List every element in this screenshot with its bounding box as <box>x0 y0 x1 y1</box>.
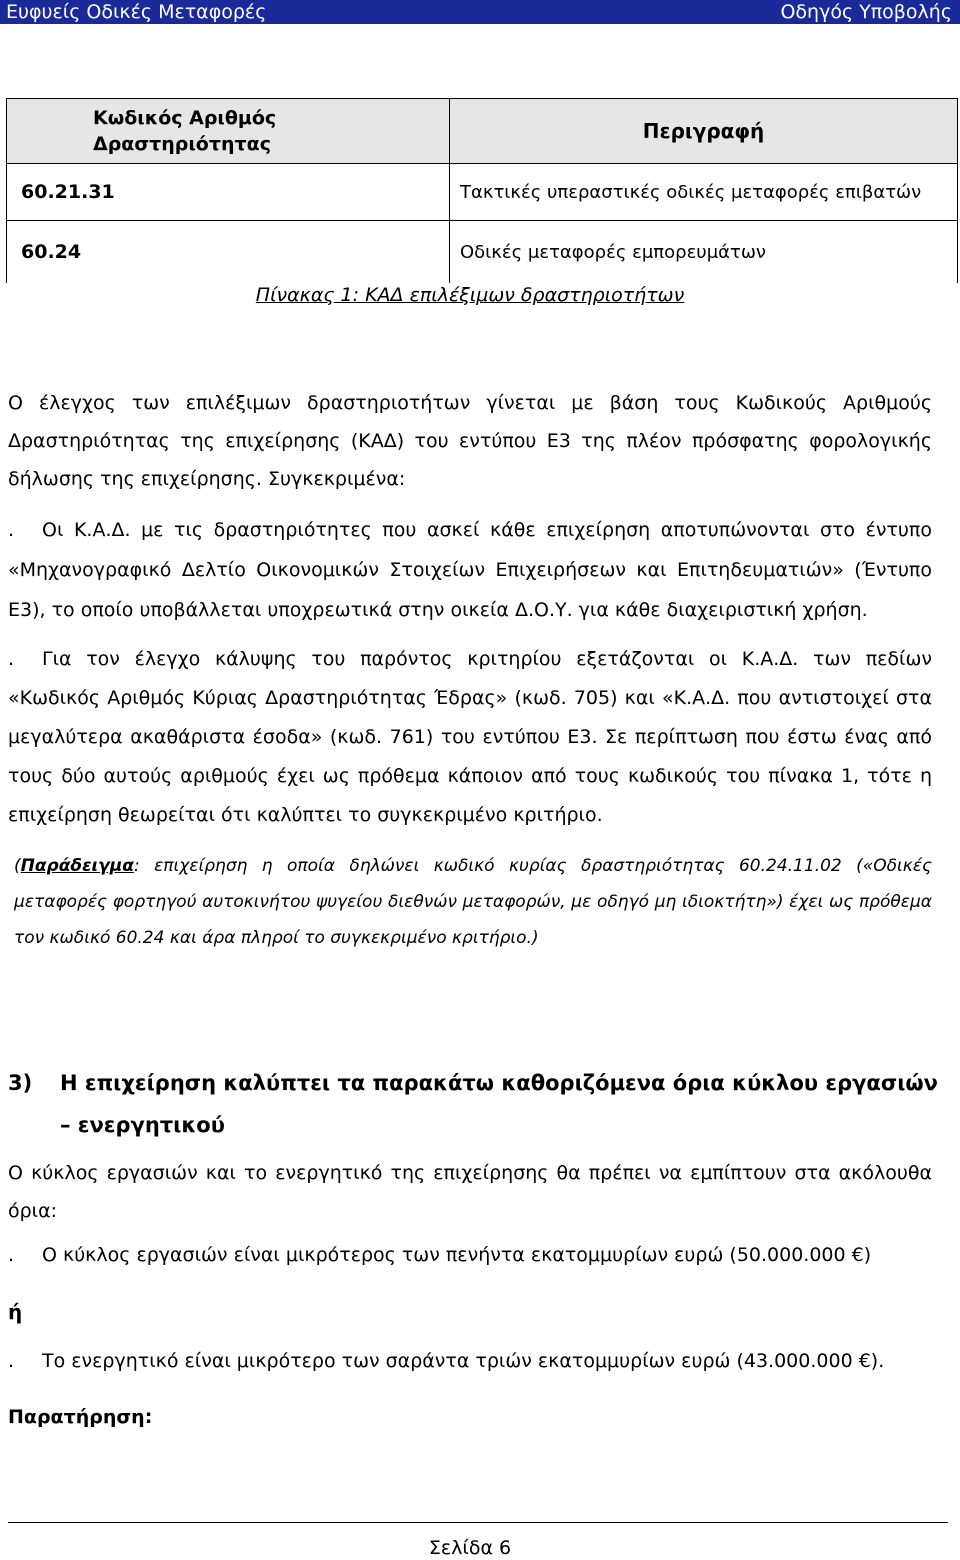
bullet-text: Για τον έλεγχο κάλυψης του παρόντος κριτηρίου εξετάζονται οι Κ.Α.Δ. των πεδίων «Κωδικός Αριθμός Κύριας Δραστηριότητας Έδρας» (κωδ. 705) και «Κ.Α.Δ. που αντιστοιχεί στα μεγαλύτερα ακαθάριστα έσοδα» (κωδ. 761) του εντύπου Ε3. Σε περίπτωση που έστω ένας από τους δύο αυτούς αριθμούς έχει ως πρόθεμα κάποιον από τους κωδικούς του πίνακα 1, τότε η επιχείρηση θεωρείται ότι καλύπτει το συγκεκριμένο κριτήριο. <box>8 648 932 826</box>
page-number: Σελίδα 6 <box>428 1537 512 1559</box>
table-row <box>7 221 958 284</box>
row-code: 60.24 <box>7 221 450 284</box>
col-header-code: Κωδικός Αριθμός Δραστηριότητας <box>7 99 450 164</box>
note-label: Παρατήρηση: <box>8 1406 153 1428</box>
paragraph-limits-intro: Ο κύκλος εργασιών και το ενεργητικό της επιχείρησης θα πρέπει να εμπίπτουν στα ακόλουθα όρια: <box>8 1162 932 1222</box>
bullet-item <box>8 510 932 630</box>
example-note: (Παράδειγμα: επιχείρηση η οποία δηλώνει κωδικό κυρίας δραστηριότητας 60.24.11.02 («Οδικές μεταφορές φορτηγού αυτοκινήτου ψυγείου διεθνών μεταφορών, με οδηγό μη ιδιοκτήτη») έχει ως πρόθεμα τον κωδικό 60.24 και άρα πληροί το συγκεκριμένο κριτήριο.) <box>14 856 932 948</box>
or-word: ή <box>8 1300 23 1324</box>
kad-table <box>6 98 958 283</box>
row-description: Τακτικές υπεραστικές οδικές μεταφορές επιβατών <box>450 164 958 221</box>
table-caption: Πίνακας 1: ΚΑΔ επιλέξιμων δραστηριοτήτων <box>255 284 685 306</box>
section-number: 3) <box>8 1071 33 1095</box>
section-title: Η επιχείρηση καλύπτει τα παρακάτω καθοριζόμενα όρια κύκλου εργασιών – ενεργητικού <box>60 1071 938 1137</box>
paragraph-intro: Ο έλεγχος των επιλέξιμων δραστηριοτήτων γίνεται με βάση τους Κωδικούς Αριθμούς Δραστηριότητας της επιχείρησης (ΚΑΔ) του εντύπου Ε3 της πλέον πρόσφατης φορολογικής δήλωσης της επιχείρησης. Συγκεκριμένα: <box>8 392 932 490</box>
example-text: : επιχείρηση η οποία δηλώνει κωδικό κυρίας δραστηριότητας 60.24.11.02 («Οδικές μεταφορές φορτηγού αυτοκινήτου ψυγείου διεθνών μεταφορών, με οδηγό μη ιδιοκτήτη») έχει ως πρόθεμα τον κωδικό 60.24 και άρα πληροί το συγκεκριμένο κριτήριο.) <box>14 856 932 948</box>
row-code: 60.21.31 <box>7 164 450 221</box>
bullet-marker: . <box>8 1350 15 1372</box>
bullet-item <box>8 640 932 835</box>
limit-text: Ο κύκλος εργασιών είναι μικρότερος των πενήντα εκατομμυρίων ευρώ (50.000.000 €) <box>42 1244 872 1266</box>
table-row <box>7 164 958 221</box>
col-header-description: Περιγραφή <box>450 99 958 164</box>
page-header <box>0 0 960 24</box>
bullet-marker: . <box>8 1244 15 1266</box>
limit-item <box>8 1350 884 1372</box>
footer-divider <box>8 1522 948 1523</box>
limit-text: Το ενεργητικό είναι μικρότερο των σαράντα τριών εκατομμυρίων ευρώ (43.000.000 €). <box>42 1350 885 1372</box>
bullet-text: Οι Κ.Α.Δ. με τις δραστηριότητες που ασκεί κάθε επιχείρηση αποτυπώνονται στο έντυπο «Μηχανογραφικό Δελτίο Οικονομικών Στοιχείων Επιχειρήσεων και Επιτηδευματιών» (Έντυπο Ε3), το οποίο υποβάλλεται υποχρεωτικά στην οικεία Δ.Ο.Υ. για κάθε διαχειριστική χρήση. <box>8 519 932 621</box>
bullet-marker: . <box>8 519 15 541</box>
bullet-marker: . <box>8 648 15 670</box>
header-title-right: Οδηγός Υποβολής <box>780 1 952 23</box>
header-title-left: Ευφυείς Οδικές Μεταφορές <box>6 1 267 23</box>
row-description: Οδικές μεταφορές εμπορευμάτων <box>450 221 958 284</box>
table-header-row <box>7 99 958 164</box>
limit-item <box>8 1244 871 1266</box>
example-label: Παράδειγμα <box>20 856 134 876</box>
